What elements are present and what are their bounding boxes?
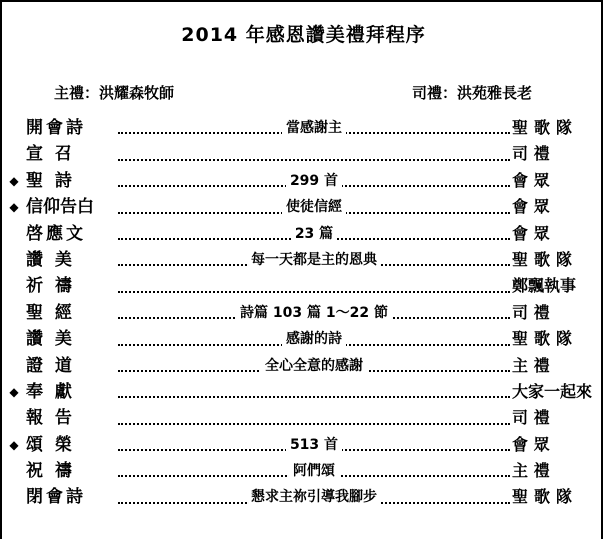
service-item-role: 聖歌隊 bbox=[512, 249, 579, 269]
service-item-name: 奉 獻 bbox=[26, 381, 75, 402]
dot-leader bbox=[118, 370, 510, 398]
service-item-content-text: 299 首 bbox=[286, 173, 342, 189]
dot-leader bbox=[118, 264, 510, 292]
dot-leader bbox=[118, 396, 510, 424]
worship-leader-label: 司禮：洪苑雅長老 bbox=[412, 84, 533, 102]
diamond-marker-icon: ◆ bbox=[9, 437, 19, 452]
service-item-name: 聖 詩 bbox=[26, 170, 75, 191]
service-item-content-text: 使徒信經 bbox=[282, 199, 346, 215]
diamond-marker-icon: ◆ bbox=[9, 200, 19, 215]
service-item-role: 會 眾 bbox=[512, 170, 550, 190]
service-item-name: 信仰告白 bbox=[26, 197, 94, 218]
presider-label: 主禮：洪耀森牧師 bbox=[54, 84, 175, 102]
diamond-marker-icon: ◆ bbox=[9, 384, 19, 399]
service-item-role: 司 禮 bbox=[512, 302, 550, 322]
service-item-name: 閉會詩 bbox=[26, 487, 86, 508]
service-item-role: 主 禮 bbox=[512, 355, 550, 375]
service-item-role: 鄭飄執事 bbox=[512, 276, 577, 296]
service-item-name: 聖 經 bbox=[26, 302, 75, 323]
service-item-name: 祝 禱 bbox=[26, 461, 75, 482]
service-item-content-text: 23 篇 bbox=[291, 226, 337, 242]
service-item-role: 大家一起來 bbox=[512, 381, 593, 401]
service-item-role: 聖歌隊 bbox=[512, 487, 579, 507]
service-item-name: 讚 美 bbox=[26, 329, 75, 350]
program-title: 2014 年感恩讚美禮拜程序 bbox=[181, 24, 426, 46]
service-item-name: 頌 榮 bbox=[26, 434, 75, 455]
service-item-role: 司 禮 bbox=[512, 144, 550, 164]
order-of-service bbox=[6, 115, 601, 511]
service-item-role: 聖歌隊 bbox=[512, 118, 579, 137]
service-item-content-text: 阿們頌 bbox=[289, 463, 339, 479]
service-item-name: 祈 禱 bbox=[26, 276, 75, 297]
service-item-content-text: 每一天都是主的恩典 bbox=[247, 252, 381, 268]
service-item-role: 會 眾 bbox=[512, 223, 550, 243]
service-item-role: 主 禮 bbox=[512, 461, 550, 481]
service-item-name: 報 告 bbox=[26, 408, 75, 429]
service-item-row bbox=[6, 484, 601, 510]
service-item-content bbox=[118, 484, 510, 510]
service-item-role: 會 眾 bbox=[512, 197, 550, 217]
service-item-content-text: 懇求主祢引導我腳步 bbox=[247, 489, 381, 505]
service-item-role: 司 禮 bbox=[512, 408, 550, 428]
service-item-content-text: 513 首 bbox=[286, 437, 342, 453]
service-item-name: 開會詩 bbox=[26, 118, 86, 138]
service-item-name: 證 道 bbox=[26, 355, 75, 376]
service-item-name: 讚 美 bbox=[26, 249, 75, 270]
service-item-role: 會 眾 bbox=[512, 434, 550, 454]
service-item-name: 宣 召 bbox=[26, 144, 75, 165]
service-item-content-text: 感謝的詩 bbox=[282, 331, 346, 347]
service-item-role: 聖歌隊 bbox=[512, 329, 579, 349]
diamond-marker-icon: ◆ bbox=[9, 173, 19, 188]
service-item-content-text: 詩篇 103 篇 1～22 節 bbox=[236, 305, 392, 321]
service-item-content-text: 全心全意的感謝 bbox=[261, 358, 367, 374]
service-item-content-text: 當感謝主 bbox=[282, 120, 346, 136]
dot-leader bbox=[118, 132, 510, 160]
service-item-name: 啓應文 bbox=[26, 223, 86, 244]
